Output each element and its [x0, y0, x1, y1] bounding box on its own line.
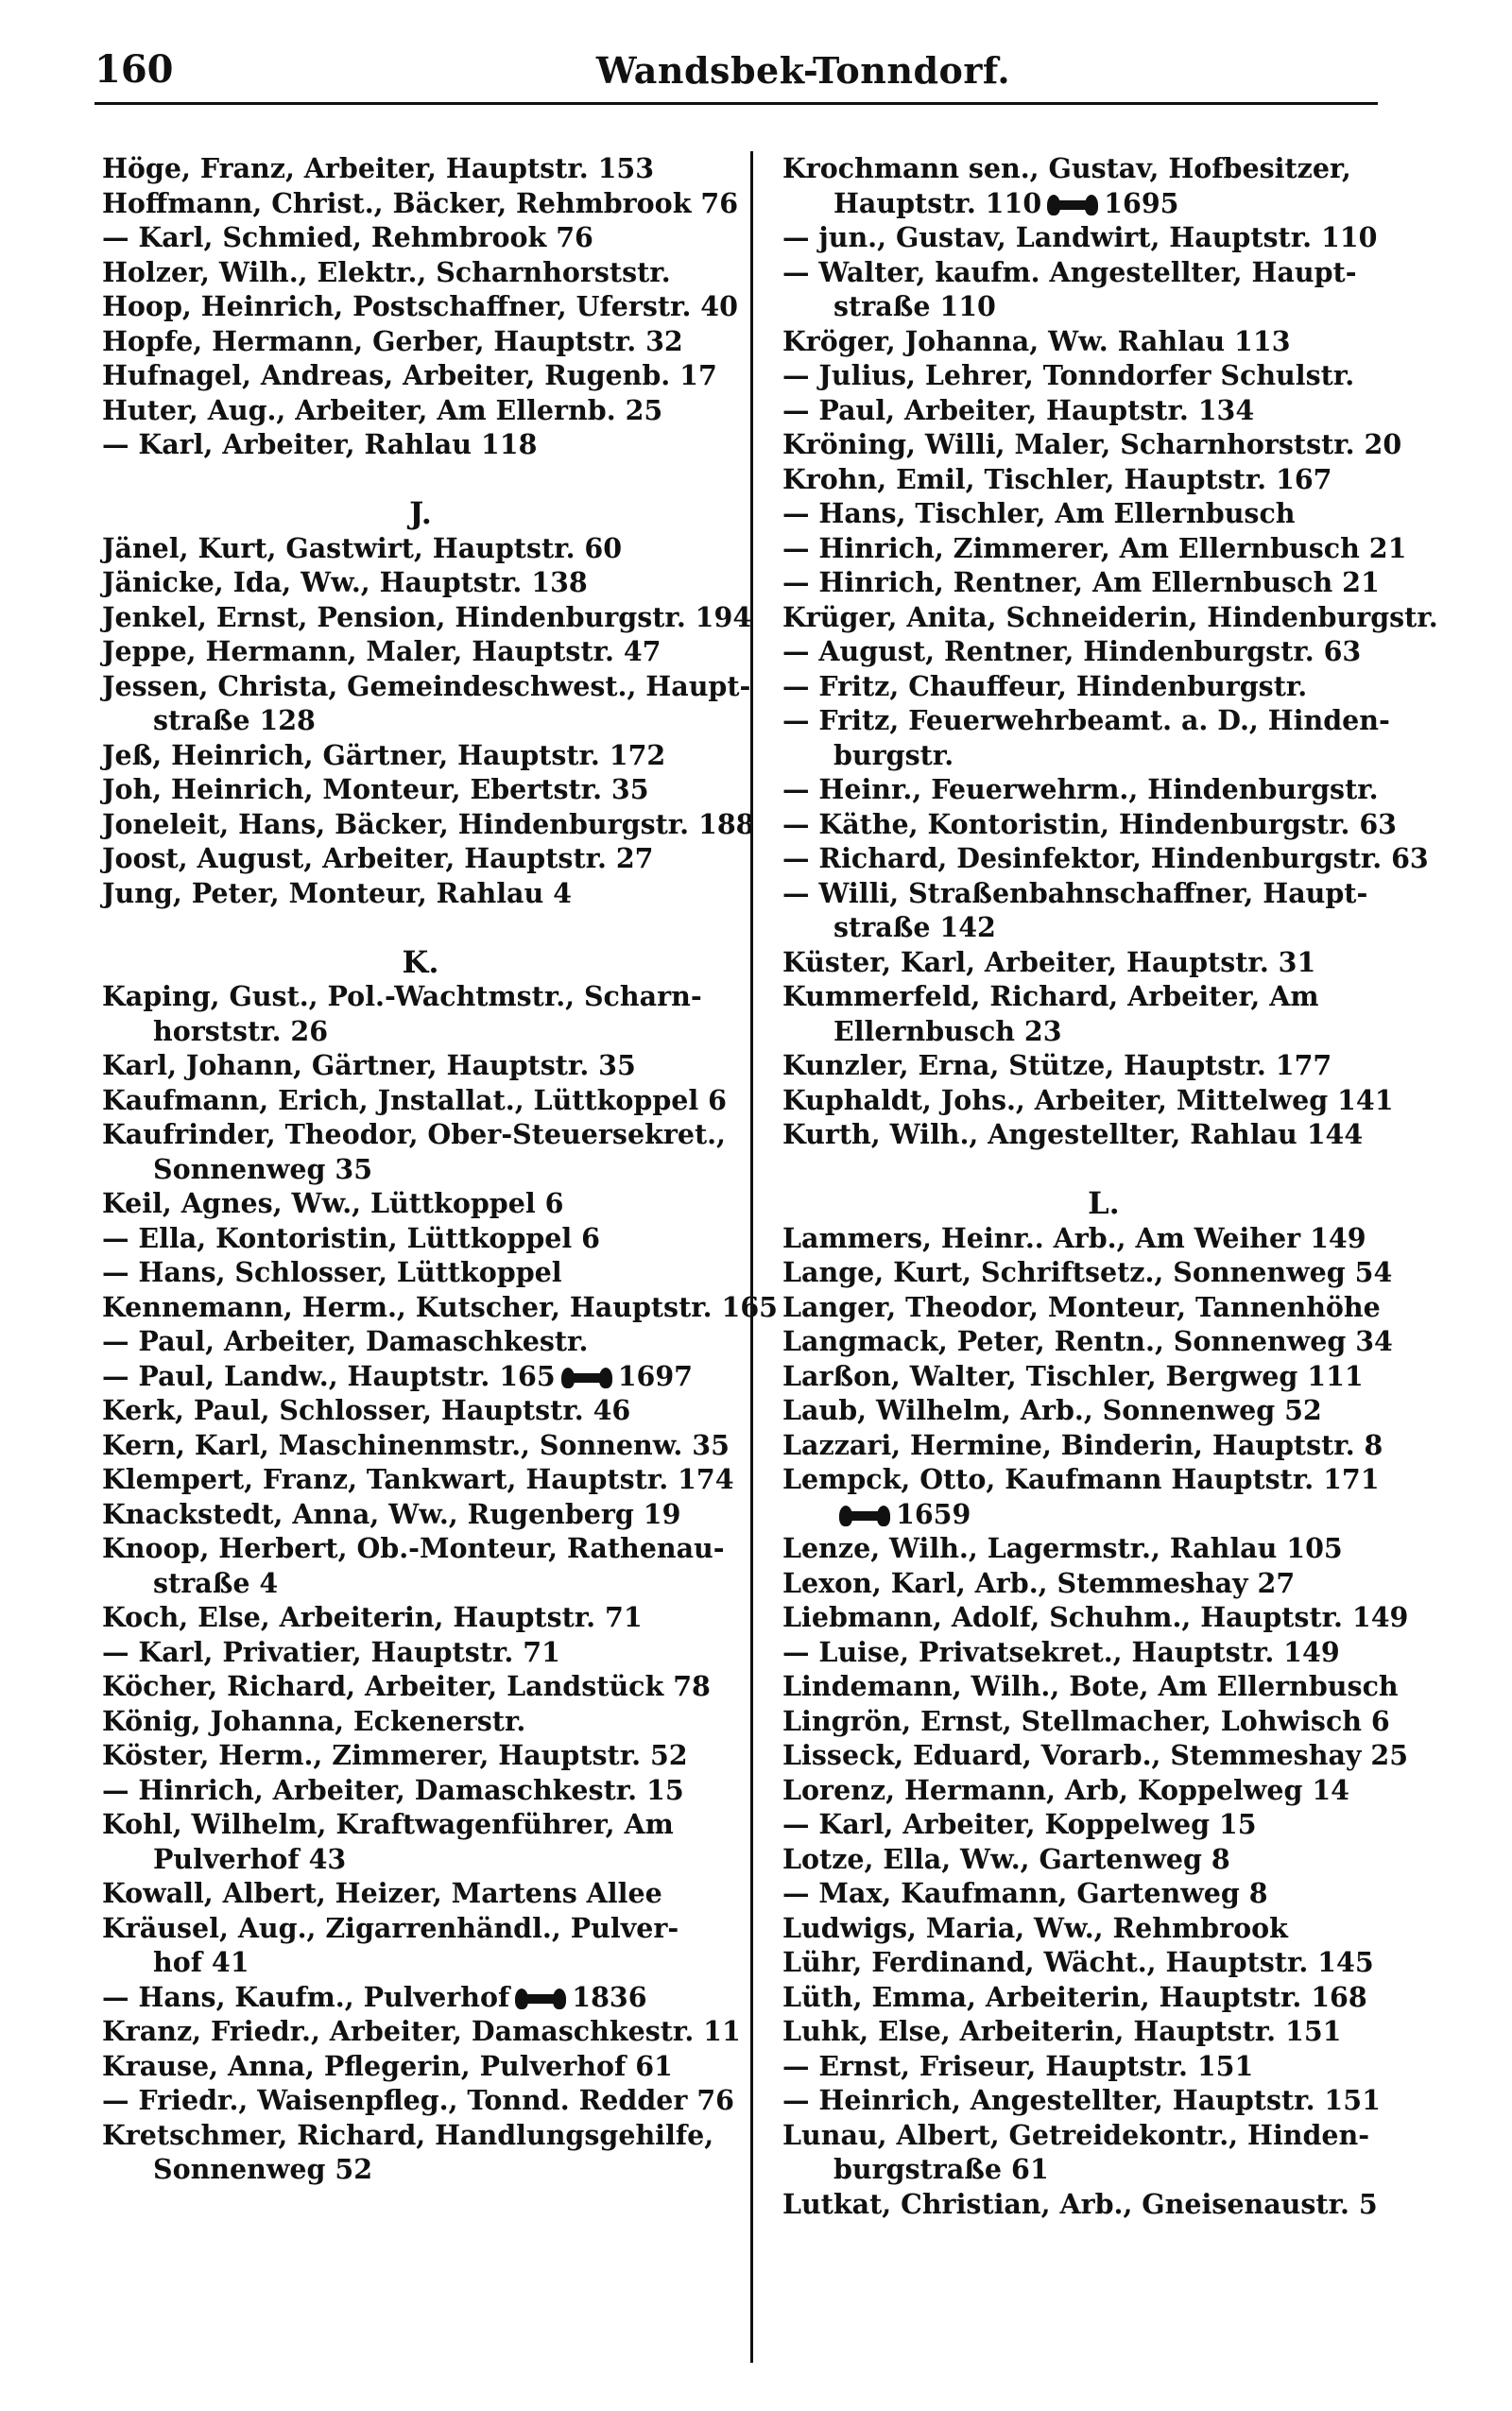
entry-text: Lingrön, Ernst, Stellmacher, Lohwisch 6 — [782, 1704, 1390, 1737]
entry-continuation — [782, 910, 1425, 945]
entry-text: Joost, August, Arbeiter, Hauptstr. 27 — [102, 842, 654, 874]
directory-entry — [102, 1497, 739, 1532]
entry-text: Kunzler, Erna, Stütze, Hauptstr. 177 — [782, 1049, 1332, 1081]
entry-text: Sonnenweg 35 — [153, 1152, 373, 1185]
entry-text: — Käthe, Kontoristin, Hindenburgstr. 63 — [782, 807, 1397, 840]
directory-entry — [782, 1428, 1425, 1463]
directory-entry — [102, 220, 739, 255]
directory-entry — [782, 255, 1425, 290]
entry-text: — Hans, Tischler, Am Ellernbusch — [782, 497, 1296, 529]
directory-entry — [782, 1807, 1425, 1842]
running-title: Wandsbek-Tonndorf. — [595, 49, 1011, 92]
entry-text: Lenze, Wilh., Lagermstr., Rahlau 105 — [782, 1532, 1343, 1564]
entry-text: — Willi, Straßenbahnschaffner, Haupt- — [782, 876, 1368, 909]
column-divider — [750, 151, 753, 2363]
directory-entry — [102, 979, 739, 1014]
directory-entry — [782, 1600, 1425, 1635]
directory-entry — [782, 462, 1425, 497]
entry-text: Kummerfeld, Richard, Arbeiter, Am — [782, 980, 1319, 1012]
entry-text: — Fritz, Feuerwehrbeamt. a. D., Hinden- — [782, 704, 1390, 736]
entry-text: Lunau, Albert, Getreidekontr., Hinden- — [782, 2118, 1370, 2151]
directory-entry — [782, 427, 1425, 462]
directory-entry — [782, 1324, 1425, 1359]
directory-entry — [102, 2083, 739, 2118]
directory-entry — [782, 393, 1425, 428]
entry-text: Krochmann sen., Gustav, Hofbesitzer, — [782, 152, 1351, 184]
entry-text: Liebmann, Adolf, Schuhm., Hauptstr. 149 — [782, 1601, 1409, 1633]
entry-text: — Julius, Lehrer, Tonndorfer Schulstr. — [782, 359, 1355, 391]
entry-text: Höge, Franz, Arbeiter, Hauptstr. 153 — [102, 152, 655, 184]
entry-text: — Hans, Kaufm., Pulverhof — [102, 1980, 510, 2013]
entry-text: — August, Rentner, Hindenburgstr. 63 — [782, 635, 1362, 667]
directory-entry — [782, 703, 1425, 738]
entry-text: Lutkat, Christian, Arb., Gneisenaustr. 5 — [782, 2187, 1378, 2220]
directory-entry — [782, 1738, 1425, 1773]
entry-text: horststr. 26 — [153, 1014, 329, 1047]
directory-entry — [102, 358, 739, 393]
directory-entry — [782, 1255, 1425, 1290]
directory-entry — [102, 1221, 739, 1256]
entry-continuation — [782, 1014, 1425, 1049]
section-letter — [782, 1186, 1425, 1221]
section-letter — [102, 496, 739, 531]
directory-entry — [782, 324, 1425, 359]
entry-text: burgstr. — [833, 738, 954, 771]
entry-text: Kuphaldt, Johs., Arbeiter, Mittelweg 141 — [782, 1083, 1394, 1116]
directory-entry — [782, 600, 1438, 635]
directory-entry — [102, 1255, 739, 1290]
directory-entry — [782, 841, 1429, 876]
directory-entry — [102, 807, 755, 842]
entry-text: — Hinrich, Arbeiter, Damaschkestr. 15 — [102, 1773, 684, 1806]
entry-text: Ludwigs, Maria, Ww., Rehmbrook — [782, 1911, 1288, 1944]
directory-entry — [102, 1704, 739, 1739]
directory-entry — [102, 772, 739, 807]
directory-entry — [782, 531, 1425, 566]
directory-entry — [782, 2014, 1425, 2049]
entry-text: — Fritz, Chauffeur, Hindenburgstr. — [782, 669, 1308, 702]
entry-text: Koch, Else, Arbeiterin, Hauptstr. 71 — [102, 1601, 643, 1633]
entry-text: — Hans, Schlosser, Lüttkoppel — [102, 1256, 562, 1288]
directory-entry — [782, 151, 1425, 186]
directory-entry — [102, 1462, 739, 1497]
phone-number: 1836 — [572, 1980, 647, 2013]
telephone-receiver-icon — [1047, 195, 1098, 215]
entry-text: — Ella, Kontoristin, Lüttkoppel 6 — [102, 1221, 601, 1254]
directory-entry — [102, 531, 739, 566]
entry-text: Knoop, Herbert, Ob.-Monteur, Rathenau- — [102, 1532, 725, 1564]
entry-continuation — [102, 703, 739, 738]
entry-text: Klempert, Franz, Tankwart, Hauptstr. 174 — [102, 1463, 734, 1495]
entry-text: Lempck, Otto, Kaufmann Hauptstr. 171 — [782, 1463, 1380, 1495]
directory-entry — [102, 1083, 739, 1118]
directory-entry — [782, 945, 1425, 980]
directory-entry — [102, 1876, 739, 1911]
entry-text: — Max, Kaufmann, Gartenweg 8 — [782, 1877, 1268, 1909]
directory-entry — [102, 1186, 739, 1221]
entry-text: Hufnagel, Andreas, Arbeiter, Rugenb. 17 — [102, 359, 717, 391]
page-header — [94, 47, 1378, 104]
entry-text: — Walter, kaufm. Angestellter, Haupt- — [782, 255, 1357, 288]
entry-text: Kerk, Paul, Schlosser, Hauptstr. 46 — [102, 1394, 631, 1426]
entry-continuation — [102, 2152, 739, 2187]
directory-entry — [102, 1600, 739, 1635]
entry-continuation — [102, 1842, 739, 1877]
phone-number: 1695 — [1104, 186, 1179, 219]
directory-entry — [782, 669, 1425, 704]
directory-entry — [782, 1566, 1425, 1601]
entry-text: Jessen, Christa, Gemeindeschwest., Haupt- — [102, 669, 751, 702]
entry-text: — Heinr., Feuerwehrm., Hindenburgstr. — [782, 773, 1379, 805]
directory-entry — [782, 1911, 1425, 1946]
entry-text: Jeß, Heinrich, Gärtner, Hauptstr. 172 — [102, 738, 666, 771]
directory-entry — [102, 1393, 739, 1428]
directory-entry — [102, 634, 739, 669]
entry-continuation — [102, 1152, 739, 1187]
entry-text: Pulverhof 43 — [153, 1842, 347, 1875]
entry-text: — Karl, Arbeiter, Koppelweg 15 — [782, 1808, 1257, 1840]
directory-entry — [782, 2118, 1425, 2153]
entry-text: Lühr, Ferdinand, Wächt., Hauptstr. 145 — [782, 1946, 1374, 1978]
entry-text: straße 4 — [153, 1566, 279, 1599]
entry-text: — Karl, Arbeiter, Rahlau 118 — [102, 428, 538, 460]
entry-text: Köcher, Richard, Arbeiter, Landstück 78 — [102, 1670, 711, 1702]
entry-text: Kohl, Wilhelm, Kraftwagenführer, Am — [102, 1808, 674, 1840]
spacer — [102, 910, 739, 945]
telephone-receiver-icon — [839, 1506, 890, 1526]
directory-entry — [102, 324, 739, 359]
directory-entry — [782, 1669, 1425, 1704]
entry-text: Hoffmann, Christ., Bäcker, Rehmbrook 76 — [102, 186, 739, 219]
entry-text: Holzer, Wilh., Elektr., Scharnhorststr. — [102, 255, 671, 288]
directory-entry — [102, 1807, 739, 1842]
entry-text: — Karl, Schmied, Rehmbrook 76 — [102, 221, 593, 253]
entry-text: — Luise, Privatsekret., Hauptstr. 149 — [782, 1635, 1340, 1668]
entry-text: — Paul, Landw., Hauptstr. 165 — [102, 1359, 556, 1392]
directory-entry — [102, 1669, 739, 1704]
entry-text: Küster, Karl, Arbeiter, Hauptstr. 31 — [782, 945, 1316, 978]
entry-text: Sonnenweg 52 — [153, 2153, 373, 2185]
directory-entry — [782, 496, 1425, 531]
directory-entry — [102, 289, 739, 324]
directory-entry — [782, 1842, 1425, 1877]
entry-text: Lisseck, Eduard, Vorarb., Stemmeshay 25 — [782, 1739, 1409, 1771]
entry-text: Lexon, Karl, Arb., Stemmeshay 27 — [782, 1566, 1296, 1599]
entry-text: Kern, Karl, Maschinenmstr., Sonnenw. 35 — [102, 1428, 730, 1461]
right-column — [782, 151, 1438, 2221]
entry-text: L. — [1088, 1185, 1120, 1221]
entry-text: Lüth, Emma, Arbeiterin, Hauptstr. 168 — [782, 1980, 1367, 2013]
entry-text: Lotze, Ella, Ww., Gartenweg 8 — [782, 1842, 1230, 1875]
entry-text: — Paul, Arbeiter, Hauptstr. 134 — [782, 393, 1255, 426]
directory-entry — [782, 1221, 1425, 1256]
directory-entry — [782, 1048, 1425, 1083]
directory-entry — [782, 1117, 1425, 1152]
directory-entry — [102, 1117, 739, 1152]
entry-text: Jung, Peter, Monteur, Rahlau 4 — [102, 876, 572, 909]
directory-entry — [782, 1945, 1425, 1980]
entry-text: — Friedr., Waisenpfleg., Tonnd. Redder 76 — [102, 2084, 734, 2116]
directory-entry — [102, 565, 739, 600]
entry-text: Kurth, Wilh., Angestellter, Rahlau 144 — [782, 1118, 1364, 1150]
directory-entry — [782, 358, 1425, 393]
directory-entry — [102, 1290, 778, 1325]
entry-text: — Hinrich, Rentner, Am Ellernbusch 21 — [782, 566, 1380, 598]
spacer — [102, 462, 739, 497]
entry-continuation — [782, 289, 1425, 324]
entry-text: Köster, Herm., Zimmerer, Hauptstr. 52 — [102, 1739, 688, 1771]
entry-text: — jun., Gustav, Landwirt, Hauptstr. 110 — [782, 221, 1378, 253]
directory-entry — [102, 2014, 739, 2049]
entry-continuation — [782, 2152, 1425, 2187]
spacer — [782, 1152, 1425, 1187]
phone-number: 1659 — [896, 1497, 971, 1530]
telephone-receiver-icon — [561, 1368, 612, 1388]
directory-entry — [102, 1531, 739, 1566]
entry-text: hof 41 — [153, 1946, 249, 1978]
entry-continuation — [782, 1497, 1425, 1532]
directory-entry — [782, 772, 1425, 807]
directory-entry — [102, 1738, 739, 1773]
directory-entry — [102, 1773, 739, 1808]
entry-text: Huter, Aug., Arbeiter, Am Ellernb. 25 — [102, 393, 663, 426]
entry-text: Krause, Anna, Pflegerin, Pulverhof 61 — [102, 2049, 673, 2082]
directory-entry — [102, 186, 739, 221]
entry-text: Joh, Heinrich, Monteur, Ebertstr. 35 — [102, 773, 649, 805]
entry-text: Kaping, Gust., Pol.-Wachtmstr., Scharn- — [102, 980, 702, 1012]
directory-entry — [782, 1635, 1425, 1670]
directory-entry — [782, 979, 1425, 1014]
directory-entry — [102, 1359, 739, 1394]
entry-text: Lorenz, Hermann, Arb, Koppelweg 14 — [782, 1773, 1349, 1806]
directory-entry — [102, 151, 739, 186]
entry-continuation — [102, 1945, 739, 1980]
entry-text: — Karl, Privatier, Hauptstr. 71 — [102, 1635, 560, 1668]
entry-text: burgstraße 61 — [833, 2153, 1049, 2185]
entry-text: Jeppe, Hermann, Maler, Hauptstr. 47 — [102, 635, 662, 667]
entry-text: straße 110 — [833, 290, 996, 322]
entry-text: Kretschmer, Richard, Handlungsgehilfe, — [102, 2118, 714, 2151]
directory-entry — [782, 1704, 1425, 1739]
entry-text: Kranz, Friedr., Arbeiter, Damaschkestr. 11 — [102, 2015, 741, 2047]
directory-entry — [102, 841, 739, 876]
entry-text: — Ernst, Friseur, Hauptstr. 151 — [782, 2049, 1254, 2082]
entry-text: — Richard, Desinfektor, Hindenburgstr. 63 — [782, 842, 1429, 874]
entry-text: — Hinrich, Zimmerer, Am Ellernbusch 21 — [782, 531, 1407, 564]
entry-text: König, Johanna, Eckenerstr. — [102, 1704, 526, 1737]
directory-entry — [102, 738, 739, 773]
directory-entry — [782, 2049, 1425, 2084]
entry-text: Joneleit, Hans, Bäcker, Hindenburgstr. 188 — [102, 807, 755, 840]
entry-text: Hoop, Heinrich, Postschaffner, Uferstr. 40 — [102, 290, 738, 322]
entry-text: — Heinrich, Angestellter, Hauptstr. 151 — [782, 2084, 1381, 2116]
entry-text: Lazzari, Hermine, Binderin, Hauptstr. 8 — [782, 1428, 1383, 1461]
entry-text: Knackstedt, Anna, Ww., Rugenberg 19 — [102, 1497, 681, 1530]
directory-entry — [102, 1980, 739, 2015]
directory-entry — [102, 1428, 739, 1463]
directory-entry — [782, 2083, 1425, 2118]
directory-entry — [782, 1773, 1425, 1808]
directory-entry — [782, 1083, 1425, 1118]
entry-text: Jenkel, Ernst, Pension, Hindenburgstr. 194 — [102, 600, 752, 633]
entry-text: Kowall, Albert, Heizer, Martens Allee — [102, 1877, 662, 1909]
entry-text: Ellernbusch 23 — [833, 1014, 1062, 1047]
entry-text: Karl, Johann, Gärtner, Hauptstr. 35 — [102, 1049, 636, 1081]
entry-text: straße 128 — [153, 704, 316, 736]
entry-text: Kräusel, Aug., Zigarrenhändl., Pulver- — [102, 1911, 679, 1944]
directory-entry — [782, 1531, 1425, 1566]
entry-text: Jänel, Kurt, Gastwirt, Hauptstr. 60 — [102, 531, 623, 564]
directory-entry — [102, 2049, 739, 2084]
phone-number: 1697 — [617, 1359, 694, 1392]
entry-text: Krohn, Emil, Tischler, Hauptstr. 167 — [782, 462, 1332, 495]
directory-entry — [782, 1393, 1425, 1428]
header-rule — [94, 102, 1378, 105]
entry-text: K. — [402, 943, 439, 980]
entry-continuation — [782, 186, 1425, 221]
directory-entry — [102, 669, 751, 704]
directory-entry — [102, 2118, 739, 2153]
entry-text: Lange, Kurt, Schriftsetz., Sonnenweg 54 — [782, 1256, 1393, 1288]
directory-entry — [102, 1324, 739, 1359]
entry-text: Jänicke, Ida, Ww., Hauptstr. 138 — [102, 566, 588, 598]
entry-text: Kröning, Willi, Maler, Scharnhorststr. 20 — [782, 428, 1402, 460]
entry-text: Lammers, Heinr.. Arb., Am Weiher 149 — [782, 1221, 1366, 1254]
directory-entry — [782, 2187, 1425, 2222]
entry-continuation — [102, 1566, 739, 1601]
entry-text: Hauptstr. 110 — [833, 186, 1042, 219]
directory-entry — [102, 600, 752, 635]
entry-text: Langer, Theodor, Monteur, Tannenhöhe — [782, 1290, 1381, 1323]
entry-text: Keil, Agnes, Ww., Lüttkoppel 6 — [102, 1187, 564, 1219]
directory-entry — [102, 427, 739, 462]
telephone-receiver-icon — [515, 1989, 566, 2009]
directory-entry — [782, 1980, 1425, 2015]
entry-text: Langmack, Peter, Rentn., Sonnenweg 34 — [782, 1325, 1393, 1357]
left-column — [102, 151, 778, 2187]
directory-entry — [102, 1911, 739, 1946]
entry-continuation — [782, 738, 1425, 773]
entry-text: Laub, Wilhelm, Arb., Sonnenweg 52 — [782, 1394, 1322, 1426]
entry-text: Lindemann, Wilh., Bote, Am Ellernbusch — [782, 1670, 1399, 1702]
directory-entry — [782, 1359, 1425, 1394]
entry-text: Krüger, Anita, Schneiderin, Hindenburgstr. — [782, 600, 1438, 633]
directory-entry — [782, 876, 1425, 911]
entry-text: Luhk, Else, Arbeiterin, Hauptstr. 151 — [782, 2015, 1342, 2047]
directory-entry — [782, 565, 1425, 600]
entry-text: J. — [409, 495, 432, 531]
entry-text: Kaufmann, Erich, Jnstallat., Lüttkoppel 6 — [102, 1083, 727, 1116]
entry-text: Kröger, Johanna, Ww. Rahlau 113 — [782, 324, 1291, 357]
entry-continuation — [102, 1014, 739, 1049]
directory-entry — [782, 634, 1425, 669]
directory-entry — [782, 1290, 1425, 1325]
directory-entry — [102, 1048, 739, 1083]
section-letter — [102, 945, 739, 980]
directory-entry — [102, 255, 739, 290]
directory-entry — [102, 876, 739, 911]
entry-text: straße 142 — [833, 911, 996, 943]
page-number: 160 — [94, 47, 174, 92]
directory-entry — [782, 1876, 1425, 1911]
entry-text: Kaufrinder, Theodor, Ober-Steuersekret., — [102, 1118, 726, 1150]
entry-text: Larßon, Walter, Tischler, Bergweg 111 — [782, 1359, 1364, 1392]
entry-text: — Paul, Arbeiter, Damaschkestr. — [102, 1325, 589, 1357]
directory-entry — [102, 393, 739, 428]
directory-entry — [782, 807, 1425, 842]
directory-entry — [782, 220, 1425, 255]
entry-text: Kennemann, Herm., Kutscher, Hauptstr. 165 — [102, 1290, 778, 1323]
entry-text: Hopfe, Hermann, Gerber, Hauptstr. 32 — [102, 324, 683, 357]
directory-entry — [782, 1462, 1425, 1497]
directory-entry — [102, 1635, 739, 1670]
